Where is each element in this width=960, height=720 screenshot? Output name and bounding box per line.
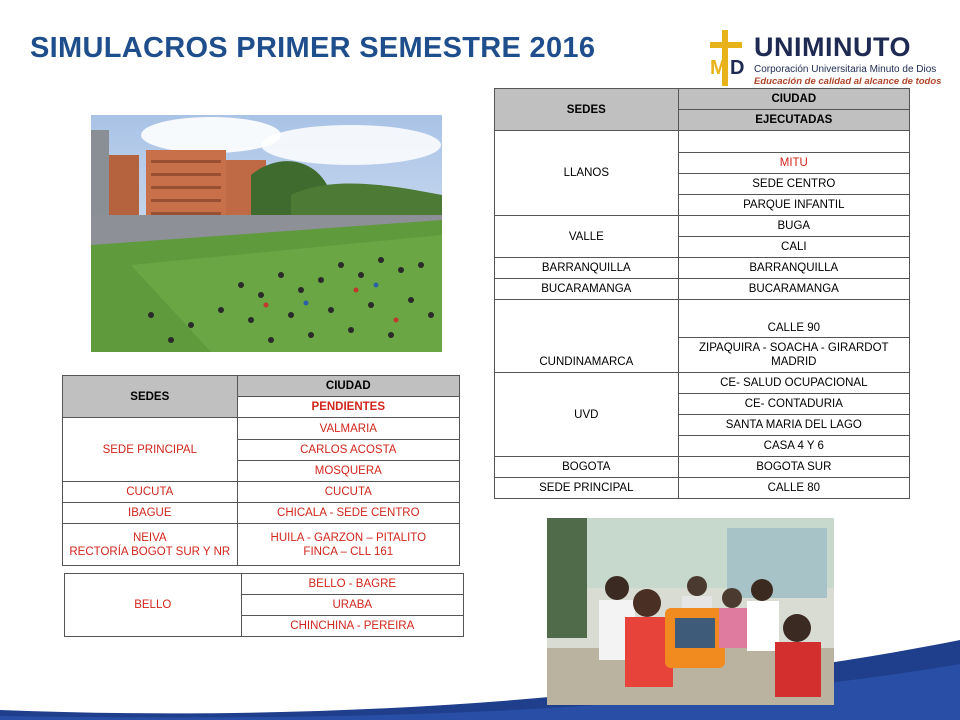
sede-neiva-line2: RECTORÍA BOGOT SUR Y NR — [69, 545, 231, 558]
city-cell: MOSQUERA — [237, 461, 459, 482]
city-cell: CALI — [678, 237, 909, 258]
city-cell: CHICALA - SEDE CENTRO — [237, 503, 459, 524]
svg-text:D: D — [730, 57, 745, 79]
bello-table — [64, 573, 464, 637]
sede-neiva-line1: NEIVA — [132, 531, 167, 544]
city-line1: HUILA - GARZON – PITALITO — [270, 531, 427, 544]
city-cell: URABA — [241, 595, 463, 616]
page-title: SIMULACROS PRIMER SEMESTRE 2016 — [30, 32, 596, 64]
city-cell: PARQUE INFANTIL — [678, 195, 909, 216]
city-cell — [237, 524, 459, 566]
city-cell: CALLE 90 — [678, 300, 909, 338]
sede-neiva — [63, 524, 238, 566]
sede-principal: SEDE PRINCIPAL — [63, 418, 238, 482]
header-ciudad: CIUDAD — [678, 89, 909, 110]
sede-ibague: IBAGUE — [63, 503, 238, 524]
sede-bello: BELLO — [65, 574, 242, 637]
city-cell: CARLOS ACOSTA — [237, 440, 459, 461]
city-cell: BOGOTA SUR — [678, 457, 909, 478]
city-line2: FINCA – CLL 161 — [303, 545, 394, 558]
city-cell: CHINCHINA - PEREIRA — [241, 616, 463, 637]
city-cell: BUGA — [678, 216, 909, 237]
sede-uvd: UVD — [495, 373, 679, 457]
header-ciudad: CIUDAD — [237, 376, 459, 397]
sede-valle: VALLE — [495, 216, 679, 258]
campus-photo — [91, 115, 442, 352]
city-cell: VALMARIA — [237, 418, 459, 440]
city-cell: MITU — [678, 153, 909, 174]
city-cell: CASA 4 Y 6 — [678, 436, 909, 457]
svg-text:M: M — [710, 57, 727, 79]
md-logo-icon — [708, 30, 752, 86]
sede-bucaramanga: BUCARAMANGA — [495, 279, 679, 300]
header-sedes: SEDES — [495, 89, 679, 131]
team-photo — [547, 518, 834, 705]
sede-principal: SEDE PRINCIPAL — [495, 478, 679, 499]
city-cell: BUCARAMANGA — [678, 279, 909, 300]
city-cell: CALLE 80 — [678, 478, 909, 499]
sede-barranquilla: BARRANQUILLA — [495, 258, 679, 279]
city-cell: CE- SALUD OCUPACIONAL — [678, 373, 909, 394]
sede-cucuta: CUCUTA — [63, 482, 238, 503]
header-pendientes: PENDIENTES — [237, 397, 459, 418]
logo-name: UNIMINUTO — [754, 32, 911, 62]
uniminuto-logo — [708, 28, 948, 90]
city-cell: BARRANQUILLA — [678, 258, 909, 279]
header-sedes: SEDES — [63, 376, 238, 418]
header-ejecutadas: EJECUTADAS — [678, 110, 909, 131]
city-cell: SEDE CENTRO — [678, 174, 909, 195]
city-cell: ZIPAQUIRA - SOACHA - GIRARDOT MADRID — [678, 338, 909, 373]
city-cell: SANTA MARIA DEL LAGO — [678, 415, 909, 436]
logo-tagline: Educación de calidad al alcance de todos — [754, 76, 942, 87]
logo-subtitle: Corporación Universitaria Minuto de Dios — [754, 64, 937, 75]
sede-cundinamarca: CUNDINAMARCA — [495, 300, 679, 373]
sede-llanos: LLANOS — [495, 131, 679, 216]
pending-table — [62, 375, 460, 566]
executed-table — [494, 88, 910, 499]
city-cell: CUCUTA — [237, 482, 459, 503]
city-cell: CE- CONTADURIA — [678, 394, 909, 415]
sede-bogota: BOGOTA — [495, 457, 679, 478]
city-cell — [678, 131, 909, 153]
city-cell: BELLO - BAGRE — [241, 574, 463, 595]
